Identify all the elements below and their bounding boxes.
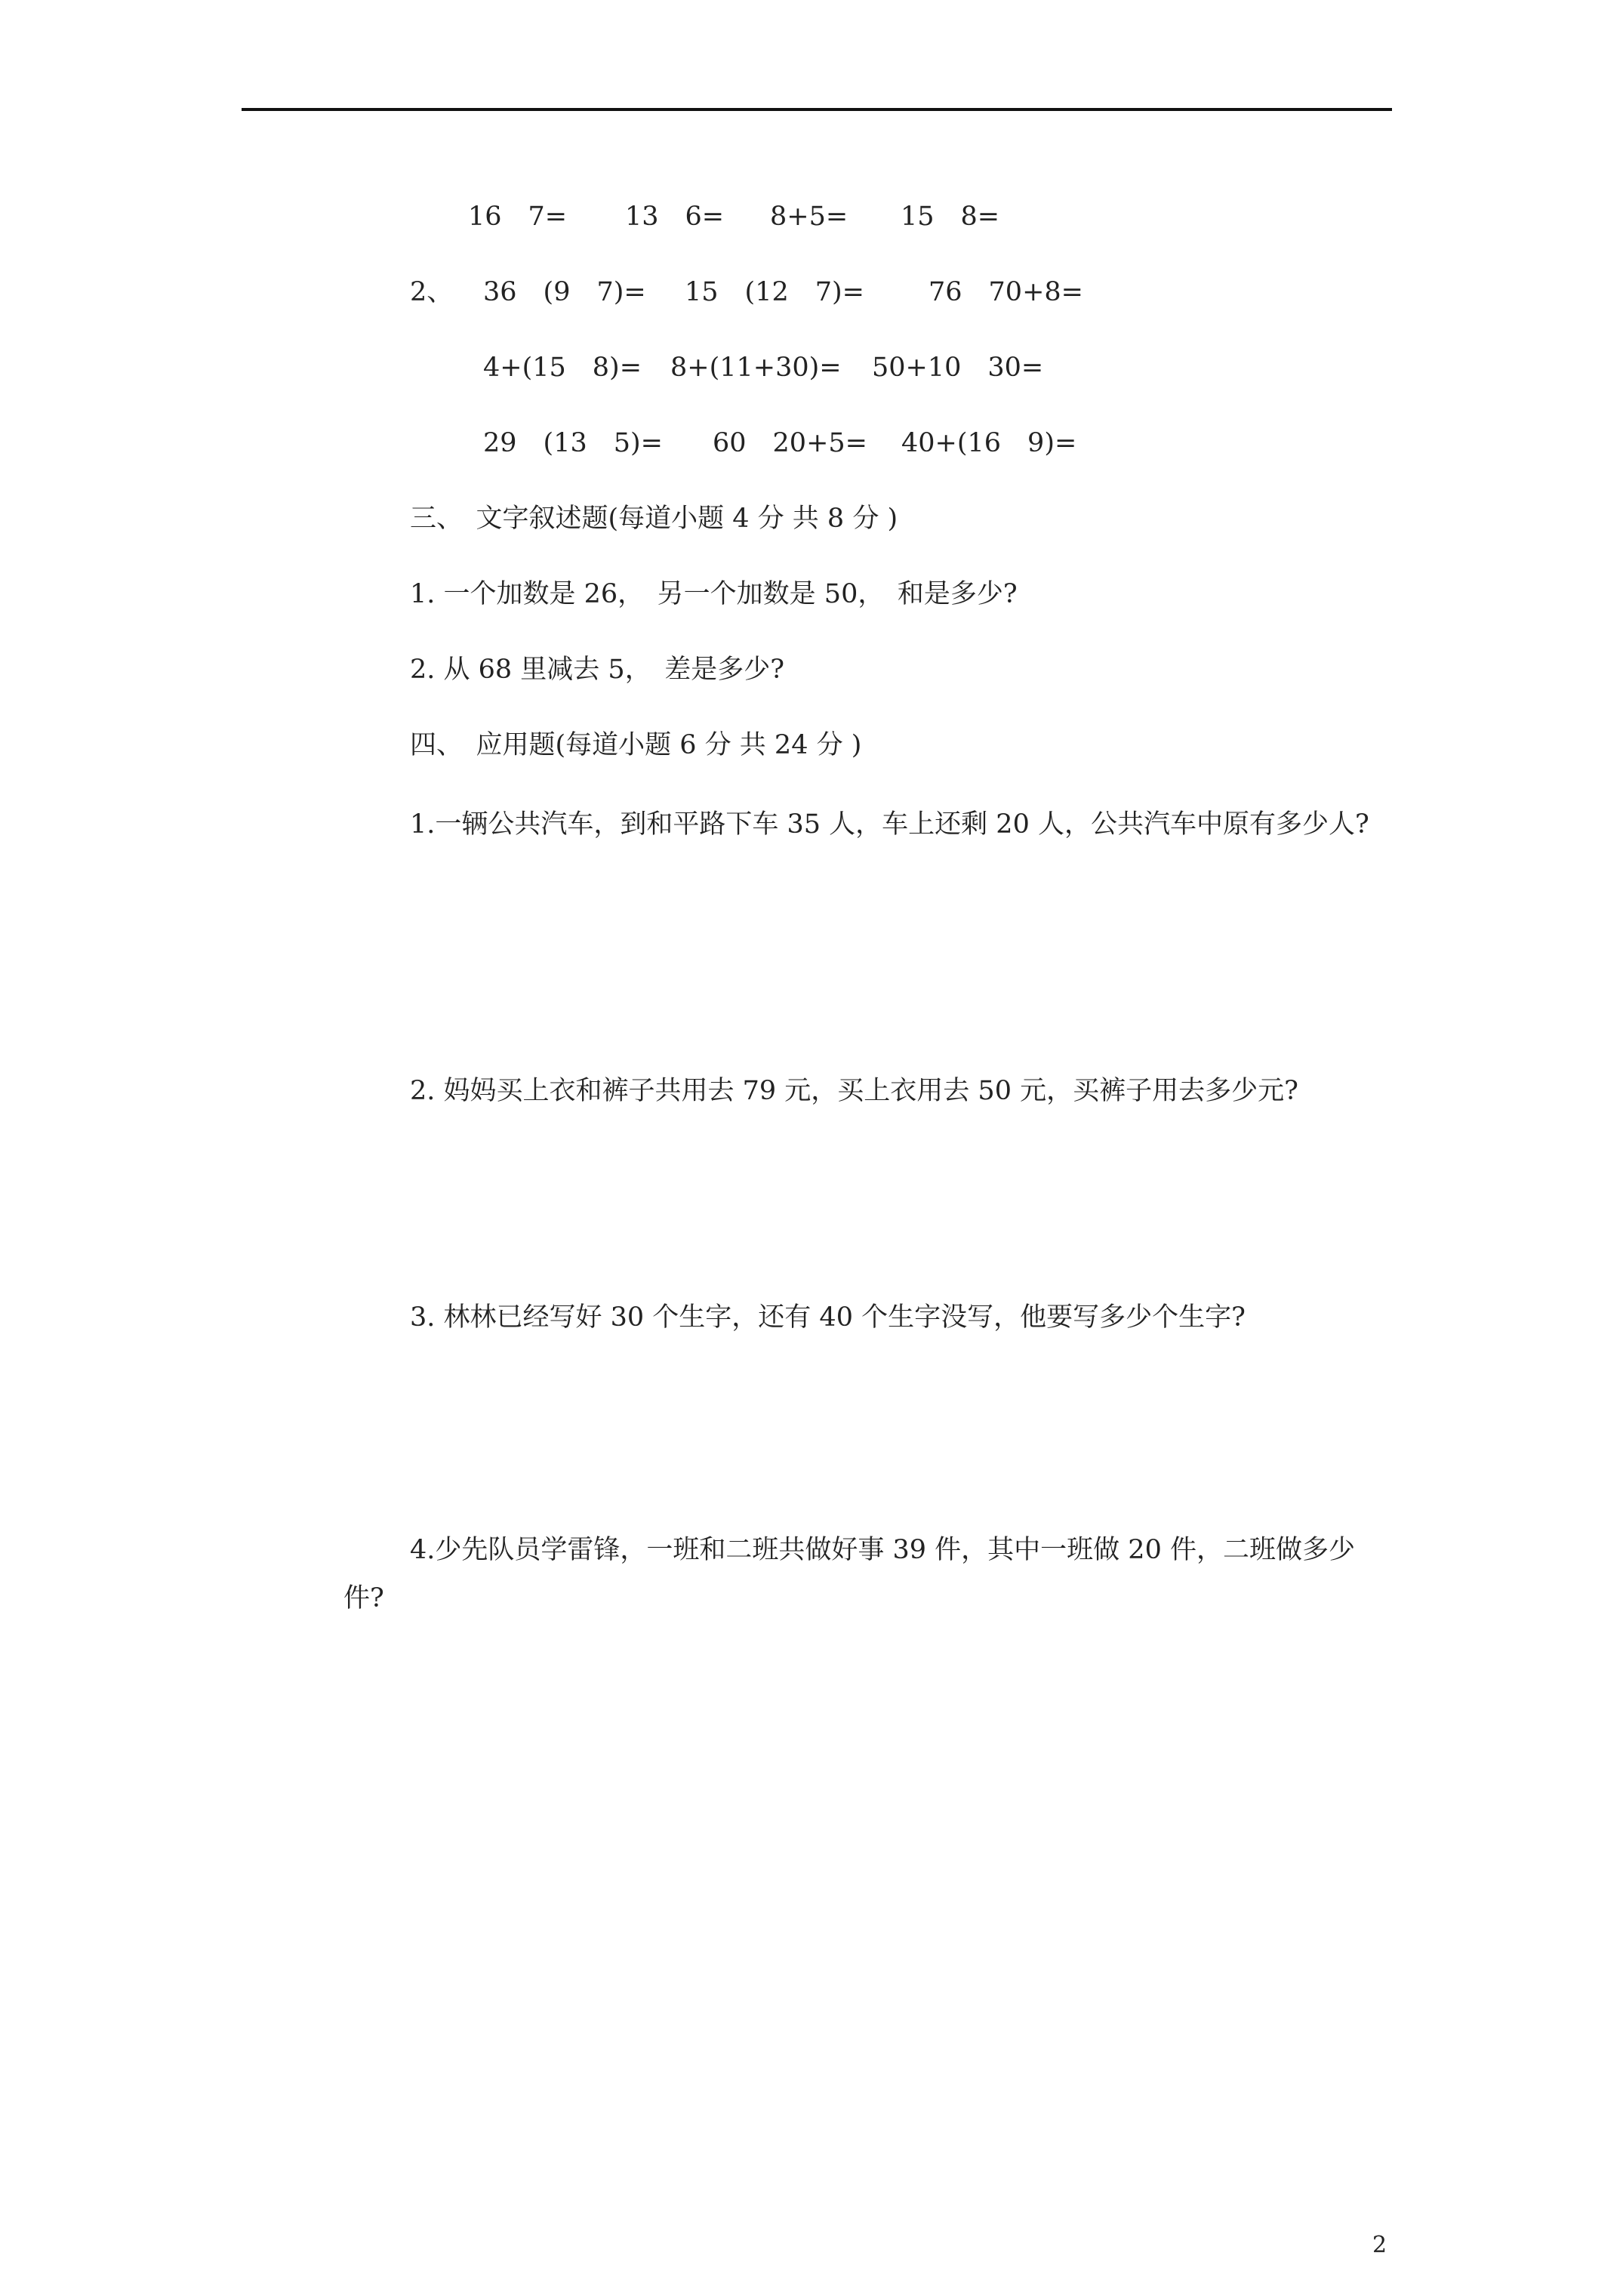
item-label: 2、 [410, 277, 454, 307]
calc-item: 50+10 30= [872, 353, 1044, 383]
question-text: 3. 林林已经写好 30 个生字，还有 40 个生字没写，他要写多少个生字? [410, 1302, 1246, 1333]
calc-item: 29 (13 5)= [483, 428, 663, 458]
calc-item: 36 (9 7)= [483, 277, 646, 307]
calc-item: 15 8= [901, 202, 1000, 232]
question-text: 1. 一个加数是 26， 另一个加数是 50， 和是多少? [410, 579, 1018, 609]
question-text: 1.一辆公共汽车，到和平路下车 35 人，车上还剩 20 人，公共汽车中原有多少人? [410, 809, 1369, 840]
question-text: 4.少先队员学雷锋，一班和二班共做好事 39 件，其中一班做 20 件，二班做多少件? [343, 1535, 1355, 1613]
section-heading: 四、 应用题(每道小题 6 分 共 24 分 ) [410, 730, 862, 760]
section-heading: 三、 文字叙述题(每道小题 4 分 共 8 分 ) [410, 504, 898, 534]
question-text: 2. 妈妈买上衣和裤子共用去 79 元，买上衣用去 50 元，买裤子用去多少元? [410, 1076, 1298, 1106]
calc-item: 13 6= [625, 202, 725, 232]
calc-item: 8+(11+30)= [670, 353, 842, 383]
calc-item: 4+(15 8)= [483, 353, 642, 383]
calc-item: 60 20+5= [713, 428, 867, 458]
calc-item: 16 7= [468, 202, 568, 232]
page-number: 2 [1372, 2232, 1387, 2258]
calc-item: 15 (12 7)= [685, 277, 864, 307]
calc-item: 76 70+8= [929, 277, 1083, 307]
header-rule [242, 108, 1392, 111]
calc-item: 40+(16 9)= [901, 428, 1077, 458]
calc-item: 8+5= [770, 202, 848, 232]
question-text: 2. 从 68 里减去 5， 差是多少? [410, 655, 784, 685]
